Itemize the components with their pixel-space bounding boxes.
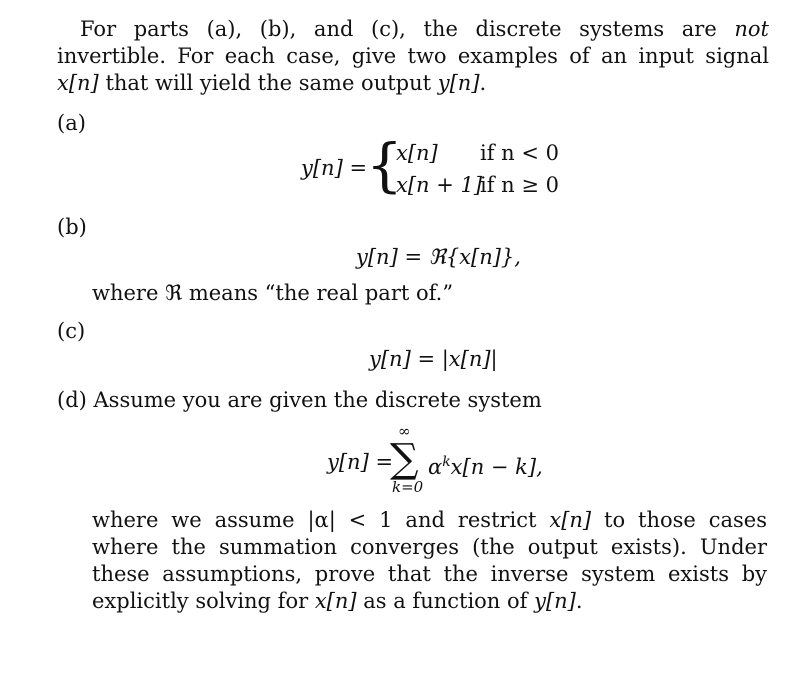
part-b-where: where ℜ means “the real part of.”: [92, 281, 454, 305]
sum-symbol: ∑: [390, 436, 419, 482]
part-a-case2-expr: x[n + 1]: [396, 173, 483, 197]
part-a-case1-expr: x[n]: [396, 141, 438, 165]
part-d-xn2: x[n]: [314, 589, 357, 613]
part-a-lhs: y[n] =: [301, 156, 368, 180]
part-d-text-2: to those cases where the summation converges (the output exists). Under these assumptions, prove that the inverse system exists by explicitly solving for: [92, 508, 767, 613]
part-d-yn: y[n]: [534, 589, 576, 613]
sum-lower-limit: k=0: [392, 478, 424, 496]
term-exponent: k: [442, 454, 451, 470]
part-b-label: (b): [57, 215, 87, 239]
intro-text-3: that will yield the same output: [98, 71, 438, 95]
part-c-label: (c): [57, 319, 86, 343]
intro-xn: x[n]: [57, 71, 99, 95]
part-d-label: (d) Assume you are given the discrete system: [57, 388, 542, 412]
part-d-end: .: [575, 589, 583, 613]
part-d-text-1: where we assume |α| < 1 and restrict: [92, 508, 550, 532]
intro-emphasis: not: [734, 17, 769, 41]
part-d-xn: x[n]: [549, 508, 592, 532]
part-c-equation: y[n] = |x[n]|: [369, 347, 498, 371]
intro-end: .: [479, 71, 487, 95]
part-b-equation: y[n] = ℜ{x[n]},: [356, 245, 521, 269]
part-d-lhs: y[n] =: [327, 450, 394, 474]
part-a-case2-cond: if n ≥ 0: [480, 173, 559, 197]
term-alpha: α: [428, 455, 443, 479]
intro-paragraph: [57, 16, 769, 97]
part-d-term: [428, 449, 543, 481]
sum-upper-limit: ∞: [398, 422, 411, 440]
part-d-text-3: as a function of: [356, 589, 535, 613]
part-a-case1-cond: if n < 0: [480, 141, 559, 165]
intro-text-1: For parts (a), (b), and (c), the discrete systems are: [80, 17, 735, 41]
intro-text-2: invertible. For each case, give two examples of an input signal: [57, 44, 769, 68]
intro-yn: y[n]: [437, 71, 480, 95]
part-a-brace: {: [366, 131, 403, 199]
part-a-label: (a): [57, 111, 86, 135]
term-rest: x[n − k],: [450, 455, 543, 479]
part-d-paragraph: [92, 507, 767, 615]
